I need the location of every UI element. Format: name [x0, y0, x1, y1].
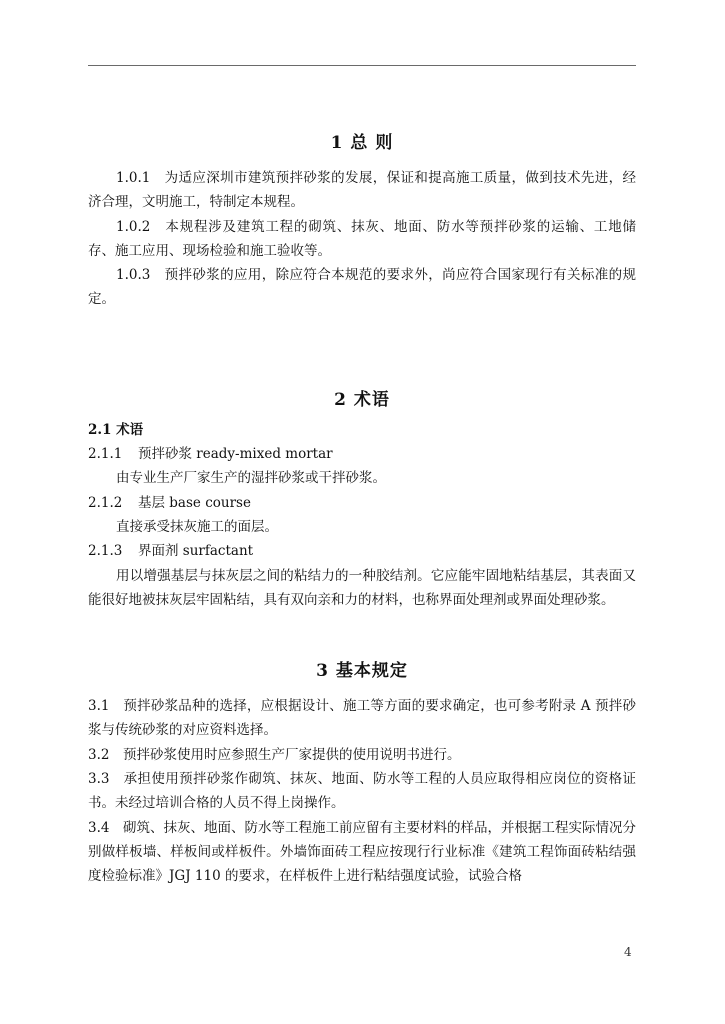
clause-3-2: 3.2 预拌砂浆使用时应参照生产厂家提供的使用说明书进行。 — [88, 746, 461, 763]
clause-1-0-3: 1.0.3 预拌砂浆的应用，除应符合本规范的要求外，尚应符合国家现行有关标准的规定。 — [88, 267, 636, 308]
clause-3-3: 3.3 承担使用预拌砂浆作砌筑、抹灰、地面、防水等工程的人员应取得相应岗位的资格证书。未经过培训合格的人员不得上岗操作。 — [88, 771, 636, 812]
document-body — [88, 128, 636, 889]
term-2-1-2-definition: 直接承受抹灰施工的面层。 — [116, 518, 278, 535]
term-2-1-3 — [88, 539, 636, 563]
section-1-heading: 1 总 则 — [330, 133, 394, 153]
clause-1-0-1: 1.0.1 为适应深圳市建筑预拌砂浆的发展，保证和提高施工质量，做到技术先进，经济合理，文明施工，特制定本规程。 — [88, 170, 636, 211]
term-2-1-2 — [88, 491, 636, 515]
term-name: 界面剂 surfactant — [138, 543, 254, 560]
subsection-2-1-heading: 2.1 术语 — [88, 421, 144, 438]
clause-3-4: 3.4 砌筑、抹灰、地面、防水等工程施工前应留有主要材料的样品，并根据工程实际情况分别做样板墙、样板间或样板件。外墙饰面砖工程应按现行行业标准《建筑工程饰面砖粘结强度检验标准》JGJ 110 的要求，在样板件上进行粘结强度试验，试验合格 — [88, 819, 636, 885]
term-name: 基层 base course — [138, 494, 251, 511]
header-rule — [88, 65, 636, 66]
term-2-1-1 — [88, 442, 636, 466]
page-number: 4 — [624, 945, 632, 959]
term-number: 2.1.1 — [88, 446, 123, 463]
clause-3-1: 3.1 预拌砂浆品种的选择，应根据设计、施工等方面的要求确定，也可参考附录 A 预拌砂浆与传统砂浆的对应资料选择。 — [88, 698, 636, 739]
term-2-1-1-definition: 由专业生产厂家生产的湿拌砂浆或干拌砂浆。 — [116, 470, 386, 487]
term-number: 2.1.2 — [88, 494, 123, 511]
clause-1-0-2: 1.0.2 本规程涉及建筑工程的砌筑、抹灰、地面、防水等预拌砂浆的运输、工地储存、施工应用、现场检验和施工验收等。 — [88, 218, 636, 259]
term-name: 预拌砂浆 ready-mixed mortar — [138, 446, 333, 463]
term-2-1-3-definition: 用以增强基层与抹灰层之间的粘结力的一种胶结剂。它应能牢固地粘结基层，其表面又能很好地被抹灰层牢固粘结，具有双向亲和力的材料，也称界面处理剂或界面处理砂浆。 — [88, 567, 636, 608]
section-3-heading: 3 基本规定 — [316, 661, 408, 682]
section-2-heading: 2 术语 — [334, 389, 390, 410]
term-number: 2.1.3 — [88, 543, 123, 560]
